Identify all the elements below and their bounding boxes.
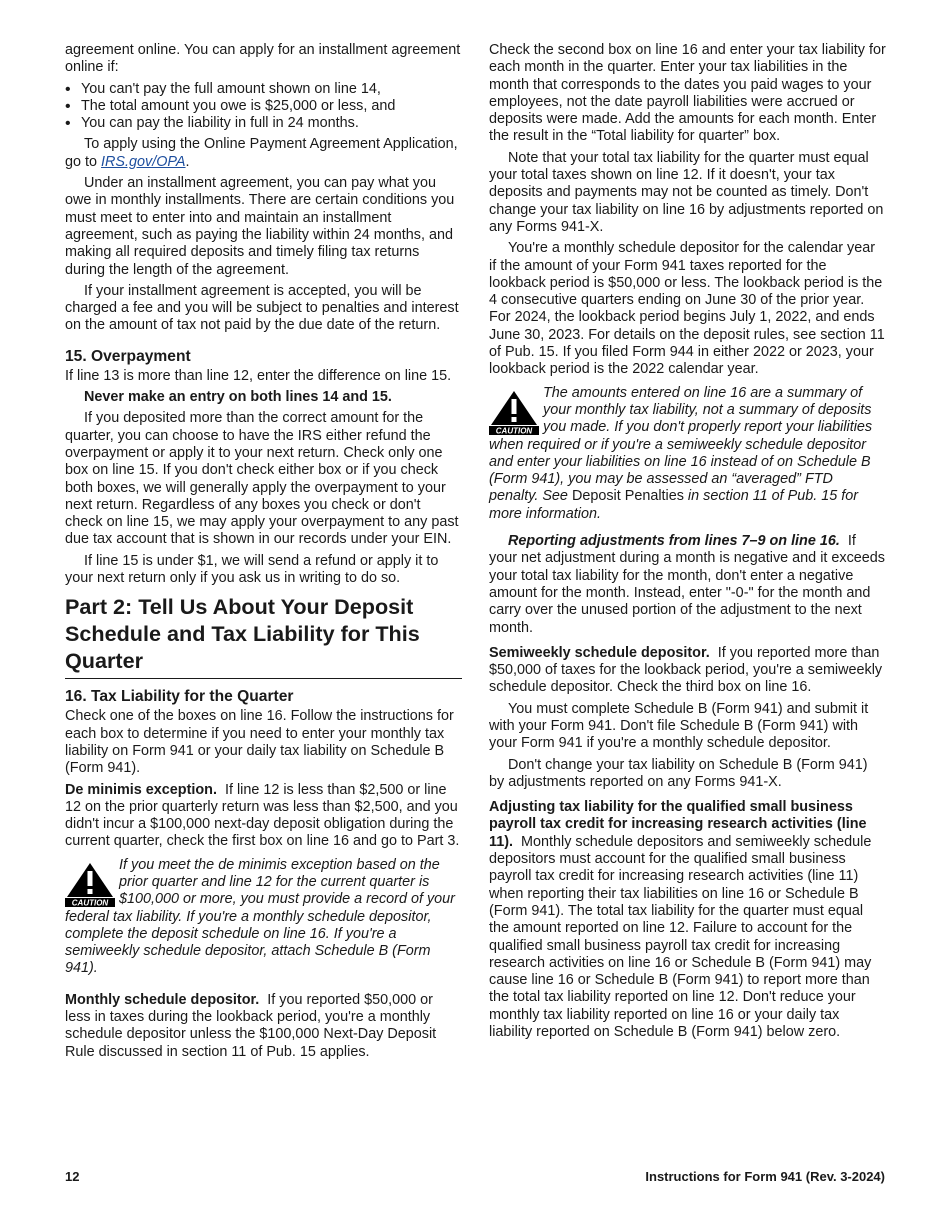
caution-text: The amounts entered on line 16 are a summary of your monthly tax liability, not a summary of deposits you made. If you don't properly report your liabilities when required or if you're a semiweekly schedule depositor and enter your liabilities on line 16 instead of on Schedule B (Form 941), you may be assessed an “averaged” FTD penalty. See bbox=[489, 384, 873, 505]
adjusting-liability-heading: Adjusting tax liability for the qualified small business payroll tax credit for increasing research activities (line 11). bbox=[489, 799, 867, 850]
deposit-penalties-reference: Deposit Penalties bbox=[571, 488, 684, 505]
list-item: • The total amount you owe is $25,000 or less, and bbox=[81, 98, 462, 115]
semiweekly-text: If you reported more than $50,000 of taxes for the lookback period, you're a semiweekly schedule depositor. Check the third box on line 16. bbox=[489, 644, 883, 696]
line16-heading: 16. Tax Liability for the Quarter bbox=[65, 688, 294, 706]
de-minimis-paragraph bbox=[65, 782, 462, 851]
page-number: 12 bbox=[65, 1169, 80, 1184]
under-one-dollar-paragraph: If line 15 is under $1, we will send a refund or apply it to your next return only if you ask us in writing to do so. bbox=[65, 552, 439, 587]
adjusting-liability-paragraph bbox=[489, 799, 886, 1041]
irs-opa-link[interactable]: IRS.gov/OPA bbox=[101, 153, 186, 170]
list-item: • You can't pay the full amount shown on line 14, bbox=[81, 81, 462, 98]
installment-paragraph: Under an installment agreement, you can pay what you owe in monthly installments. There are certain conditions you must meet to enter into and maintain an installment agreement, such as paying the liability within 24 months, and making all required deposits and timely filing tax returns during the length of the agreement. bbox=[65, 175, 455, 278]
overpayment-heading: 15. Overpayment bbox=[65, 347, 191, 365]
reporting-adjustments-heading: Reporting adjustments from lines 7–9 on line 16. bbox=[508, 533, 840, 550]
note-paragraph: Note that your total tax liability for the quarter must equal your total taxes shown on line 12. If it doesn't, your tax deposits and payments may not be counted as timely. Don't change your tax liability on line 16 by adjustments reported on any Forms 941-X. bbox=[489, 149, 884, 235]
semiweekly-heading: Semiweekly schedule depositor. bbox=[489, 644, 710, 661]
adjusting-liability-text: Monthly schedule depositors and semiweekly schedule depositors must account for the qualified small business payroll tax credit for increasing research activities (line 11) when reporting their tax liabilities on line 16 or Schedule B (Form 941). The total tax liability for the quarter must equal the amount reported on line 12. Failure to account for the qualified small business payroll tax credit for increasing research activities on line 16 or Schedule B (Form 941) may cause line 16 or Schedule B (Form 941) to report more than the total tax liability reported on line 12. Don't reduce your monthly tax liability reported on line 16 or your daily tax liability reported on Schedule B (Form 941) below zero. bbox=[489, 833, 872, 1041]
de-minimis-text: If line 12 is less than $2,500 or line 12 on the prior quarterly return was less than $2,500, and you didn't incur a $100,000 next-day deposit obligation during the current quarter, check the first box on line 16 and go to Part 3. bbox=[65, 781, 460, 850]
caution-text: If you meet the de minimis exception based on the prior quarter and line 12 for the current quarter is $100,000 or more, you must provide a record of your federal tax liability. If you're a monthly schedule depositor, complete the deposit schedule on line 16. If you're a semiweekly schedule depositor, attach Schedule B (Form 941). bbox=[65, 856, 455, 977]
accepted-paragraph: If your installment agreement is accepted, you will be charged a fee and you will be subject to penalties and interest on the amount of tax not paid by the due date of the return. bbox=[65, 282, 459, 334]
never-entry-note: Never make an entry on both lines 14 and 15. bbox=[84, 389, 392, 406]
part2-heading: Part 2: Tell Us About Your Deposit Schedule and Tax Liability for This Quarter bbox=[65, 593, 462, 679]
opa-paragraph bbox=[65, 136, 462, 171]
list-item: • You can pay the liability in full in 24 months. bbox=[81, 115, 462, 132]
must-complete-paragraph: You must complete Schedule B (Form 941) and submit it with your Form 941. Don't file Schedule B (Form 941) with your Form 941 if you're a monthly schedule depositor. bbox=[489, 700, 869, 752]
check-box-paragraph: Check one of the boxes on line 16. Follow the instructions for each box to determine if you need to enter your monthly tax liability on Form 941 or your daily tax liability on Schedule B (Form 941). bbox=[65, 708, 454, 777]
opa-text: To apply using the Online Payment Agreement Application, go to bbox=[65, 136, 458, 170]
caution-icon bbox=[489, 389, 539, 435]
second-box-paragraph: Check the second box on line 16 and enter your tax liability for each month in the quarter. Enter your tax liabilities in the month that corresponds to the dates you paid wages to your employees, not the date payroll liabilities were accrued or deposits were made. Add the amounts for each month. Enter the result in the “Total liability for quarter” box. bbox=[489, 42, 886, 145]
deposited-paragraph: If you deposited more than the correct amount for the quarter, you can choose to have the IRS either refund the overpayment or apply it to your next return. Check only one box on line 15. If you don't check either box or if you check both boxes, we will generally apply the overpayment to your next return. Regardless of any boxes you check or don't check on line 15, we may apply your overpayment to any past due tax account that is shown in our records under your EIN. bbox=[65, 410, 459, 548]
reporting-adjustments-text: If your net adjustment during a month is negative and it exceeds your total tax liability for the month, don't enter a negative amount for the month. Instead, enter "-0-" for the month and carry over the unused portion of the adjustment to the next month. bbox=[489, 533, 885, 636]
caution-text-end: in section 11 of Pub. 15 for more information. bbox=[489, 488, 859, 522]
caution-note bbox=[65, 857, 462, 978]
lookback-paragraph: You're a monthly schedule depositor for the calendar year if the amount of your Form 941 taxes reported for the lookback period is $50,000 or less. The lookback period is the 4 consecutive quarters ending on June 30 of the prior year. For 2024, the lookback period begins July 1, 2022, and ends June 30, 2023. For details on the deposit rules, see section 11 of Pub. 15. If you filed Form 944 in either 2022 or 2023, your lookback period is the 2022 calendar year. bbox=[489, 240, 885, 378]
document-title: Instructions for Form 941 (Rev. 3-2024) bbox=[645, 1169, 885, 1184]
caution-label: CAUTION bbox=[71, 898, 109, 907]
monthly-depositor-heading: Monthly schedule depositor. bbox=[65, 991, 260, 1008]
monthly-depositor-paragraph bbox=[65, 992, 462, 1061]
installment-conditions-list bbox=[65, 81, 462, 133]
caution-icon bbox=[65, 861, 115, 907]
caution-label: CAUTION bbox=[495, 426, 533, 435]
installment-intro: agreement online. You can apply for an installment agreement online if: bbox=[65, 42, 461, 76]
left-column bbox=[65, 42, 462, 1065]
reporting-adjustments-paragraph bbox=[489, 533, 886, 637]
caution-note bbox=[489, 385, 886, 523]
right-column bbox=[489, 42, 886, 1045]
opa-period: . bbox=[185, 153, 190, 170]
dont-change-paragraph: Don't change your tax liability on Schedule B (Form 941) by adjustments reported on any Forms 941-X. bbox=[489, 756, 868, 790]
overpayment-paragraph: If line 13 is more than line 12, enter the difference on line 15. bbox=[65, 367, 452, 384]
de-minimis-heading: De minimis exception. bbox=[65, 781, 217, 798]
monthly-depositor-text: If you reported $50,000 or less in taxes during the lookback period, you're a monthly schedule depositor unless the $100,000 Next-Day Deposit Rule discussed in section 11 of Pub. 15 applies. bbox=[65, 991, 437, 1060]
semiweekly-paragraph bbox=[489, 645, 886, 697]
